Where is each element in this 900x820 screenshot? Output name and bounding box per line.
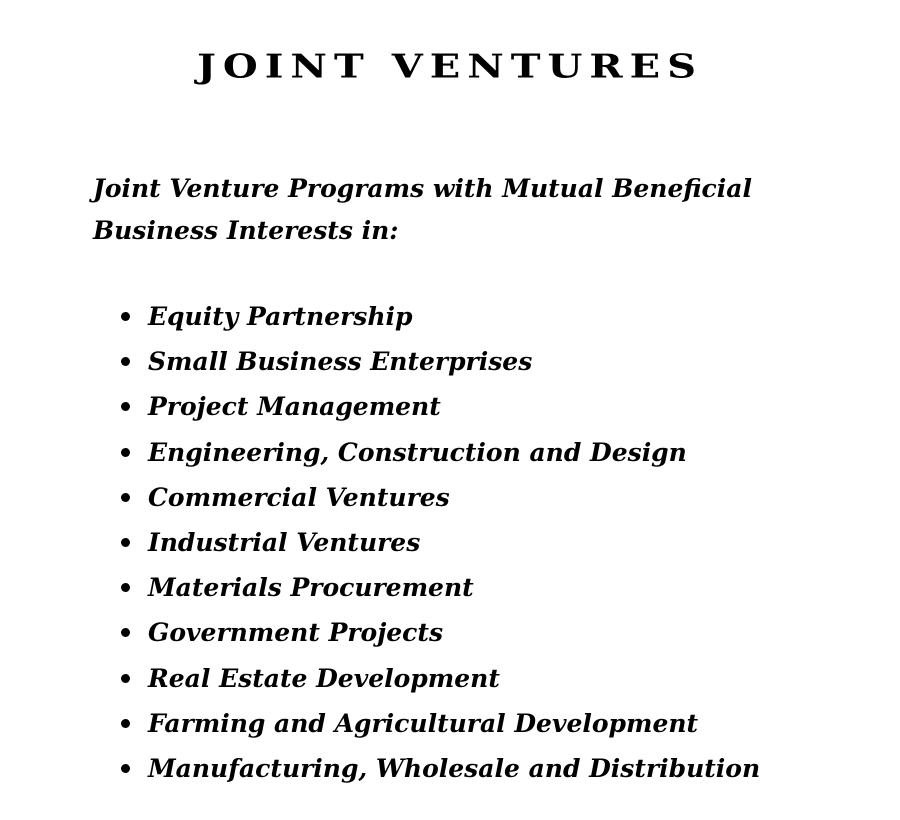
list-item [0, 610, 900, 655]
list-item-text: Real Estate Development [148, 663, 500, 693]
list-item-text: Equity Partnership [148, 302, 413, 331]
page-title: JOINT VENTURES [196, 46, 704, 86]
list-item [0, 294, 900, 339]
bullet-icon [121, 583, 130, 592]
list-item [0, 475, 900, 520]
list-item [0, 384, 900, 429]
list-item [0, 565, 900, 610]
bullet-icon [121, 674, 130, 683]
bullet-icon [121, 764, 130, 773]
list-item-text: Commercial Ventures [148, 482, 450, 512]
list-item-text: Industrial Ventures [148, 527, 421, 557]
list-item [0, 520, 900, 565]
bullet-icon [121, 719, 130, 728]
bullet-icon [121, 402, 130, 411]
list-item [0, 746, 900, 791]
list-item-text: Project Management [148, 392, 441, 422]
list-item-text: Small Business Enterprises [148, 347, 533, 377]
list-item-text: Engineering, Construction and Design [148, 437, 687, 467]
intro-paragraph: Joint Venture Programs with Mutual Beneficial Business Interests in: [93, 174, 752, 245]
list-item [0, 339, 900, 384]
list-item [0, 656, 900, 701]
list-item-text: Manufacturing, Wholesale and Distribution [148, 753, 761, 783]
bullet-icon [121, 312, 130, 321]
bullet-icon [121, 448, 130, 457]
list-item [0, 430, 900, 475]
list-item-text: Materials Procurement [148, 573, 474, 603]
bullet-icon [121, 538, 130, 547]
bullet-icon [121, 628, 130, 637]
bullet-icon [121, 493, 130, 502]
bullet-icon [121, 357, 130, 366]
list-item-text: Farming and Agricultural Development [148, 708, 699, 738]
list-item [0, 701, 900, 746]
list-item-text: Government Projects [148, 618, 444, 648]
interest-list [0, 294, 900, 791]
